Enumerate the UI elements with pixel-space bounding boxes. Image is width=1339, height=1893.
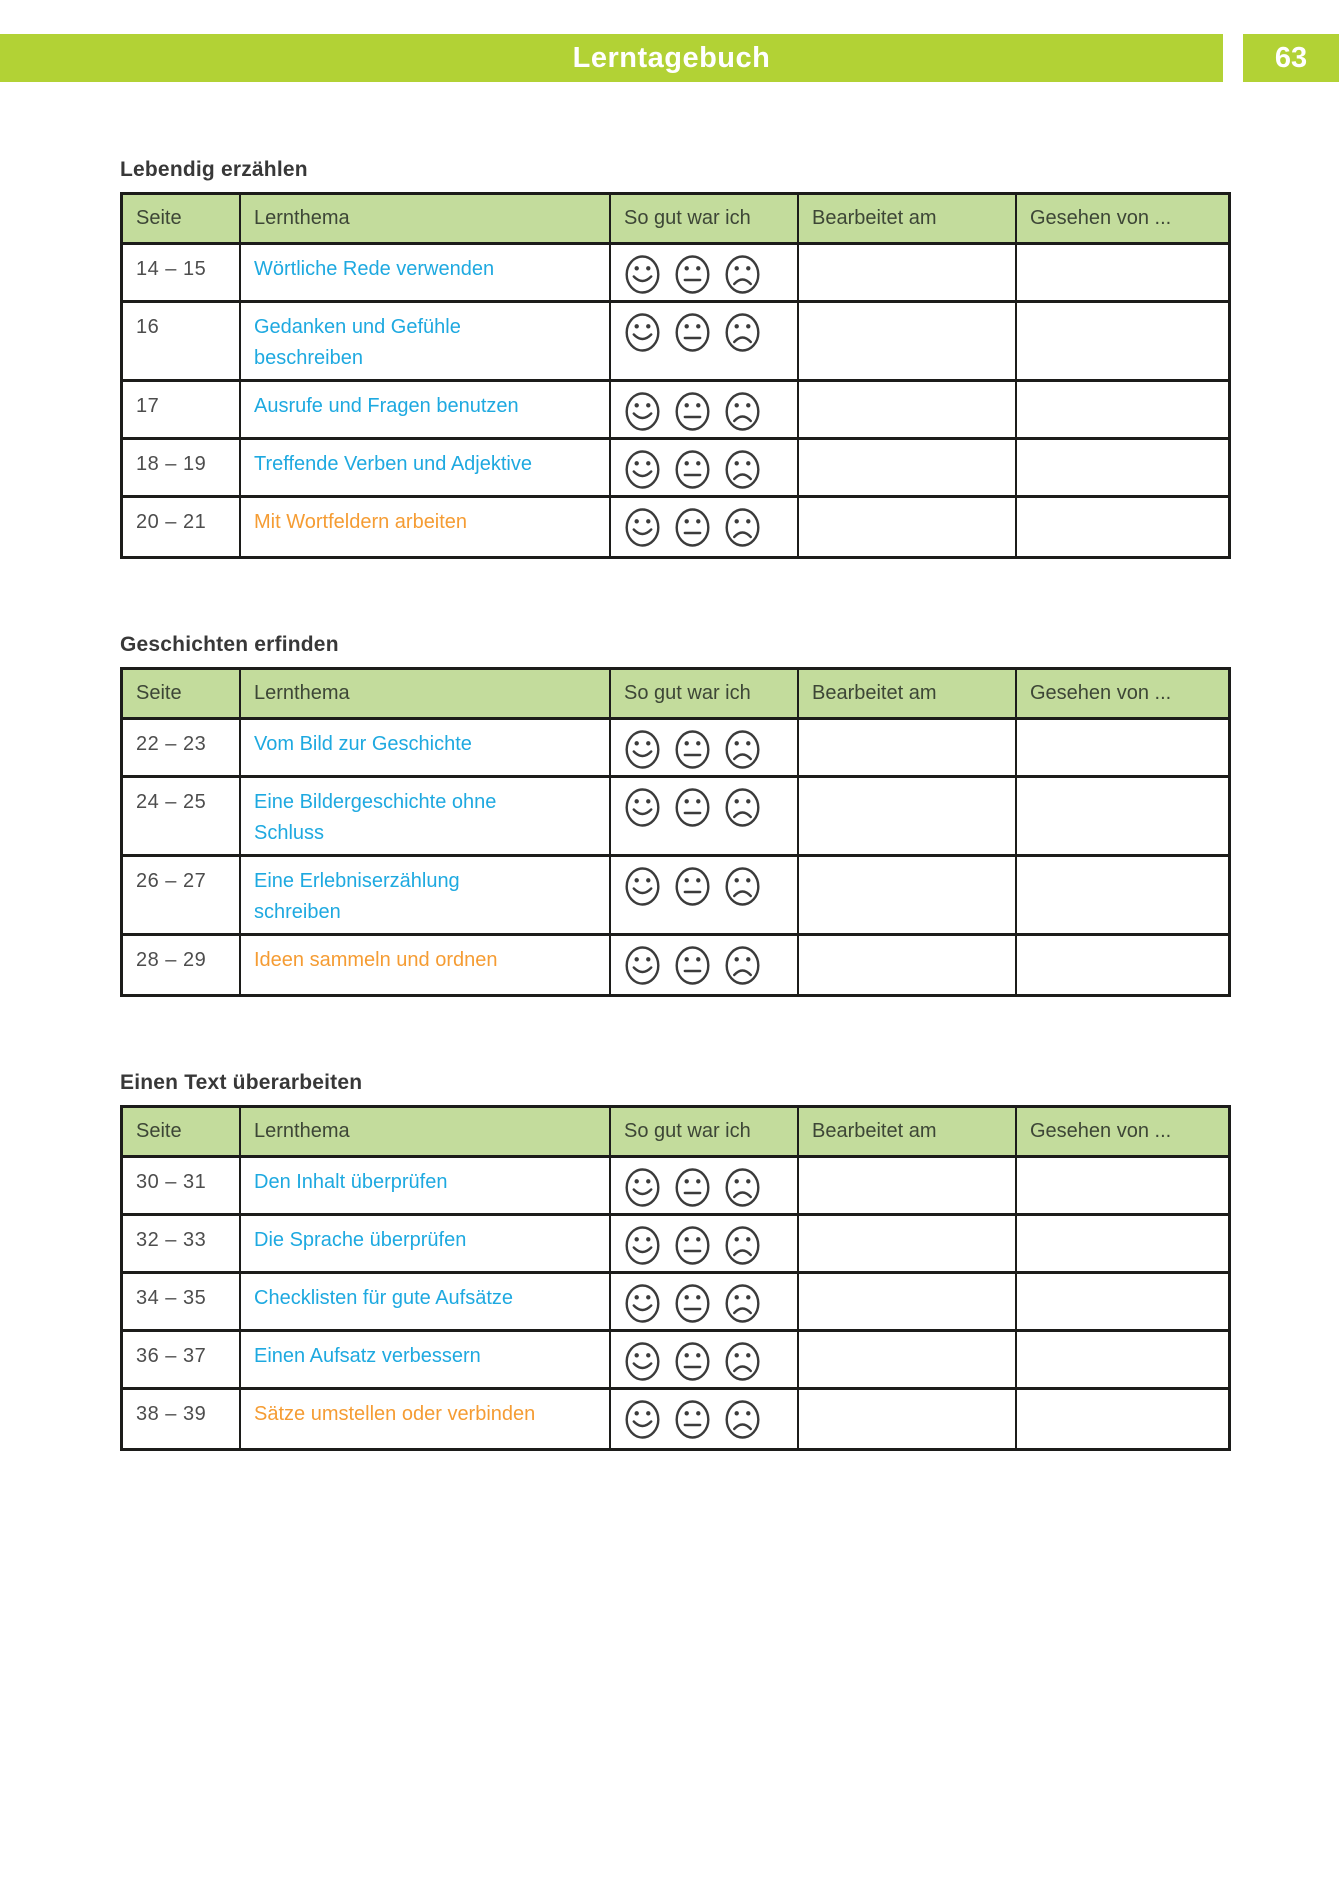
table-row xyxy=(123,720,1228,778)
sad-smiley-icon[interactable] xyxy=(724,1283,761,1324)
neutral-smiley-icon[interactable] xyxy=(674,254,711,295)
neutral-smiley-icon[interactable] xyxy=(674,1225,711,1266)
table-header-row xyxy=(123,1108,1228,1158)
column-header-3: Bearbeitet am xyxy=(799,1108,1017,1155)
seite-cell: 36 – 37 xyxy=(123,1332,241,1387)
page-header xyxy=(0,34,1339,82)
so-gut-war-ich-cell xyxy=(611,245,799,300)
happy-smiley-icon[interactable] xyxy=(624,729,661,770)
lern-table xyxy=(120,1105,1231,1451)
column-header-1: Lernthema xyxy=(241,195,611,242)
happy-smiley-icon[interactable] xyxy=(624,866,661,907)
table-row xyxy=(123,440,1228,498)
section-einen-text-ueberarbeiten xyxy=(120,1071,1231,1451)
gesehen-von-cell[interactable] xyxy=(1017,440,1228,495)
header-bar xyxy=(0,34,1223,82)
neutral-smiley-icon[interactable] xyxy=(674,729,711,770)
table-row xyxy=(123,1332,1228,1390)
lernthema-text: Ausrufe und Fragen benutzen xyxy=(254,395,519,417)
lernthema-cell xyxy=(241,720,611,775)
lernthema-cell xyxy=(241,1332,611,1387)
lernthema-text: Eine Erlebniserzählung schreiben xyxy=(254,870,460,923)
section-geschichten-erfinden xyxy=(120,633,1231,997)
seite-cell: 26 – 27 xyxy=(123,857,241,933)
gesehen-von-cell[interactable] xyxy=(1017,382,1228,437)
table-row xyxy=(123,936,1228,994)
sad-smiley-icon[interactable] xyxy=(724,1167,761,1208)
table-row xyxy=(123,1390,1228,1448)
column-header-4: Gesehen von ... xyxy=(1030,207,1172,229)
happy-smiley-icon[interactable] xyxy=(624,312,661,353)
seite-cell: 22 – 23 xyxy=(123,720,241,775)
gesehen-von-cell[interactable] xyxy=(1017,1158,1228,1213)
sad-smiley-icon[interactable] xyxy=(724,945,761,986)
section-heading: Lebendig erzählen xyxy=(120,158,308,181)
seite-cell: 20 – 21 xyxy=(123,498,241,556)
so-gut-war-ich-cell xyxy=(611,1216,799,1271)
lernthema-text: Wörtliche Rede verwenden xyxy=(254,258,495,280)
bearbeitet-am-cell[interactable] xyxy=(799,303,1017,379)
bearbeitet-am-cell[interactable] xyxy=(799,1332,1017,1387)
so-gut-war-ich-cell xyxy=(611,936,799,994)
gesehen-von-cell[interactable] xyxy=(1017,303,1228,379)
happy-smiley-icon[interactable] xyxy=(624,391,661,432)
so-gut-war-ich-cell xyxy=(611,720,799,775)
section-heading: Geschichten erfinden xyxy=(120,633,339,656)
lernthema-text: Mit Wortfeldern arbeiten xyxy=(254,511,468,533)
table-row xyxy=(123,857,1228,936)
page-number-badge xyxy=(1243,34,1339,82)
seite-cell: 24 – 25 xyxy=(123,778,241,854)
neutral-smiley-icon[interactable] xyxy=(674,1283,711,1324)
seite-cell: 32 – 33 xyxy=(123,1216,241,1271)
sad-smiley-icon[interactable] xyxy=(724,866,761,907)
happy-smiley-icon[interactable] xyxy=(624,254,661,295)
page-number: 63 xyxy=(1274,41,1308,74)
sad-smiley-icon[interactable] xyxy=(724,787,761,828)
seite-cell: 16 xyxy=(123,303,241,379)
neutral-smiley-icon[interactable] xyxy=(674,1167,711,1208)
happy-smiley-icon[interactable] xyxy=(624,787,661,828)
lernthema-text: Sätze umstellen oder verbinden xyxy=(254,1403,536,1425)
sad-smiley-icon[interactable] xyxy=(724,449,761,490)
so-gut-war-ich-cell xyxy=(611,498,799,556)
sad-smiley-icon[interactable] xyxy=(724,1225,761,1266)
table-row xyxy=(123,303,1228,382)
lernthema-text: Vom Bild zur Geschichte xyxy=(254,733,472,755)
neutral-smiley-icon[interactable] xyxy=(674,866,711,907)
so-gut-war-ich-cell xyxy=(611,1390,799,1448)
lernthema-cell xyxy=(241,382,611,437)
seite-cell: 17 xyxy=(123,382,241,437)
lernthema-text: Einen Aufsatz verbessern xyxy=(254,1345,481,1367)
bearbeitet-am-cell[interactable] xyxy=(799,936,1017,994)
lernthema-cell xyxy=(241,1216,611,1271)
lernthema-text: Die Sprache überprüfen xyxy=(254,1229,467,1251)
bearbeitet-am-cell[interactable] xyxy=(799,1390,1017,1448)
happy-smiley-icon[interactable] xyxy=(624,507,661,548)
neutral-smiley-icon[interactable] xyxy=(674,1341,711,1382)
gesehen-von-cell[interactable] xyxy=(1017,936,1228,994)
column-header-3: Bearbeitet am xyxy=(799,670,1017,717)
lernthema-cell xyxy=(241,303,611,379)
happy-smiley-icon[interactable] xyxy=(624,1167,661,1208)
sad-smiley-icon[interactable] xyxy=(724,391,761,432)
gesehen-von-cell[interactable] xyxy=(1017,1216,1228,1271)
table-row xyxy=(123,498,1228,556)
lernthema-cell xyxy=(241,1390,611,1448)
lernthema-cell xyxy=(241,1274,611,1329)
section-lebendig-erzaehlen xyxy=(120,158,1231,559)
gesehen-von-cell[interactable] xyxy=(1017,1332,1228,1387)
gesehen-von-cell[interactable] xyxy=(1017,245,1228,300)
page-title: Lerntagebuch xyxy=(572,41,771,74)
sad-smiley-icon[interactable] xyxy=(724,254,761,295)
sad-smiley-icon[interactable] xyxy=(724,507,761,548)
column-header-3: Bearbeitet am xyxy=(799,195,1017,242)
so-gut-war-ich-cell xyxy=(611,382,799,437)
seite-cell: 30 – 31 xyxy=(123,1158,241,1213)
neutral-smiley-icon[interactable] xyxy=(674,1399,711,1440)
lernthema-text: Treffende Verben und Adjektive xyxy=(254,453,532,475)
happy-smiley-icon[interactable] xyxy=(624,1399,661,1440)
column-header-4: Gesehen von ... xyxy=(1030,1120,1172,1142)
table-row xyxy=(123,245,1228,303)
lernthema-cell xyxy=(241,440,611,495)
seite-cell: 28 – 29 xyxy=(123,936,241,994)
lernthema-cell xyxy=(241,1158,611,1213)
table-row xyxy=(123,1216,1228,1274)
sad-smiley-icon[interactable] xyxy=(724,729,761,770)
bearbeitet-am-cell[interactable] xyxy=(799,1158,1017,1213)
seite-cell: 14 – 15 xyxy=(123,245,241,300)
table-row xyxy=(123,1274,1228,1332)
bearbeitet-am-cell[interactable] xyxy=(799,1216,1017,1271)
column-header-0: Seite xyxy=(123,670,241,717)
column-header-2: So gut war ich xyxy=(611,195,799,242)
lernthema-cell xyxy=(241,778,611,854)
column-header-4: Gesehen von ... xyxy=(1030,682,1172,704)
sad-smiley-icon[interactable] xyxy=(724,312,761,353)
bearbeitet-am-cell[interactable] xyxy=(799,1274,1017,1329)
gesehen-von-cell[interactable] xyxy=(1017,1274,1228,1329)
lernthema-cell xyxy=(241,498,611,556)
lernthema-text: Ideen sammeln und ordnen xyxy=(254,949,498,971)
column-header-0: Seite xyxy=(123,1108,241,1155)
bearbeitet-am-cell[interactable] xyxy=(799,778,1017,854)
happy-smiley-icon[interactable] xyxy=(624,449,661,490)
happy-smiley-icon[interactable] xyxy=(624,1283,661,1324)
so-gut-war-ich-cell xyxy=(611,1274,799,1329)
table-header-row xyxy=(123,670,1228,720)
lernthema-cell xyxy=(241,245,611,300)
neutral-smiley-icon[interactable] xyxy=(674,945,711,986)
bearbeitet-am-cell[interactable] xyxy=(799,498,1017,556)
so-gut-war-ich-cell xyxy=(611,778,799,854)
neutral-smiley-icon[interactable] xyxy=(674,312,711,353)
bearbeitet-am-cell[interactable] xyxy=(799,857,1017,933)
bearbeitet-am-cell[interactable] xyxy=(799,720,1017,775)
seite-cell: 38 – 39 xyxy=(123,1390,241,1448)
lernthema-text: Checklisten für gute Aufsätze xyxy=(254,1287,514,1309)
lern-table xyxy=(120,667,1231,997)
page-content xyxy=(120,82,1231,1451)
table-row xyxy=(123,382,1228,440)
neutral-smiley-icon[interactable] xyxy=(674,391,711,432)
happy-smiley-icon[interactable] xyxy=(624,945,661,986)
column-header-1: Lernthema xyxy=(241,1108,611,1155)
so-gut-war-ich-cell xyxy=(611,1158,799,1213)
sad-smiley-icon[interactable] xyxy=(724,1399,761,1440)
so-gut-war-ich-cell xyxy=(611,303,799,379)
gesehen-von-cell[interactable] xyxy=(1017,778,1228,854)
lernthema-cell xyxy=(241,857,611,933)
seite-cell: 34 – 35 xyxy=(123,1274,241,1329)
bearbeitet-am-cell[interactable] xyxy=(799,440,1017,495)
column-header-0: Seite xyxy=(123,195,241,242)
seite-cell: 18 – 19 xyxy=(123,440,241,495)
column-header-2: So gut war ich xyxy=(611,670,799,717)
happy-smiley-icon[interactable] xyxy=(624,1341,661,1382)
table-header-row xyxy=(123,195,1228,245)
lernthema-text: Den Inhalt überprüfen xyxy=(254,1171,448,1193)
neutral-smiley-icon[interactable] xyxy=(674,787,711,828)
gesehen-von-cell[interactable] xyxy=(1017,857,1228,933)
lernthema-text: Eine Bildergeschichte ohne Schluss xyxy=(254,791,497,844)
gesehen-von-cell[interactable] xyxy=(1017,1390,1228,1448)
table-row xyxy=(123,1158,1228,1216)
lernthema-text: Gedanken und Gefühle beschreiben xyxy=(254,316,461,369)
neutral-smiley-icon[interactable] xyxy=(674,449,711,490)
section-heading: Einen Text überarbeiten xyxy=(120,1071,363,1094)
gesehen-von-cell[interactable] xyxy=(1017,720,1228,775)
so-gut-war-ich-cell xyxy=(611,1332,799,1387)
lernthema-cell xyxy=(241,936,611,994)
bearbeitet-am-cell[interactable] xyxy=(799,245,1017,300)
column-header-2: So gut war ich xyxy=(611,1108,799,1155)
so-gut-war-ich-cell xyxy=(611,857,799,933)
lern-table xyxy=(120,192,1231,559)
neutral-smiley-icon[interactable] xyxy=(674,507,711,548)
column-header-1: Lernthema xyxy=(241,670,611,717)
so-gut-war-ich-cell xyxy=(611,440,799,495)
table-row xyxy=(123,778,1228,857)
sad-smiley-icon[interactable] xyxy=(724,1341,761,1382)
gesehen-von-cell[interactable] xyxy=(1017,498,1228,556)
happy-smiley-icon[interactable] xyxy=(624,1225,661,1266)
bearbeitet-am-cell[interactable] xyxy=(799,382,1017,437)
